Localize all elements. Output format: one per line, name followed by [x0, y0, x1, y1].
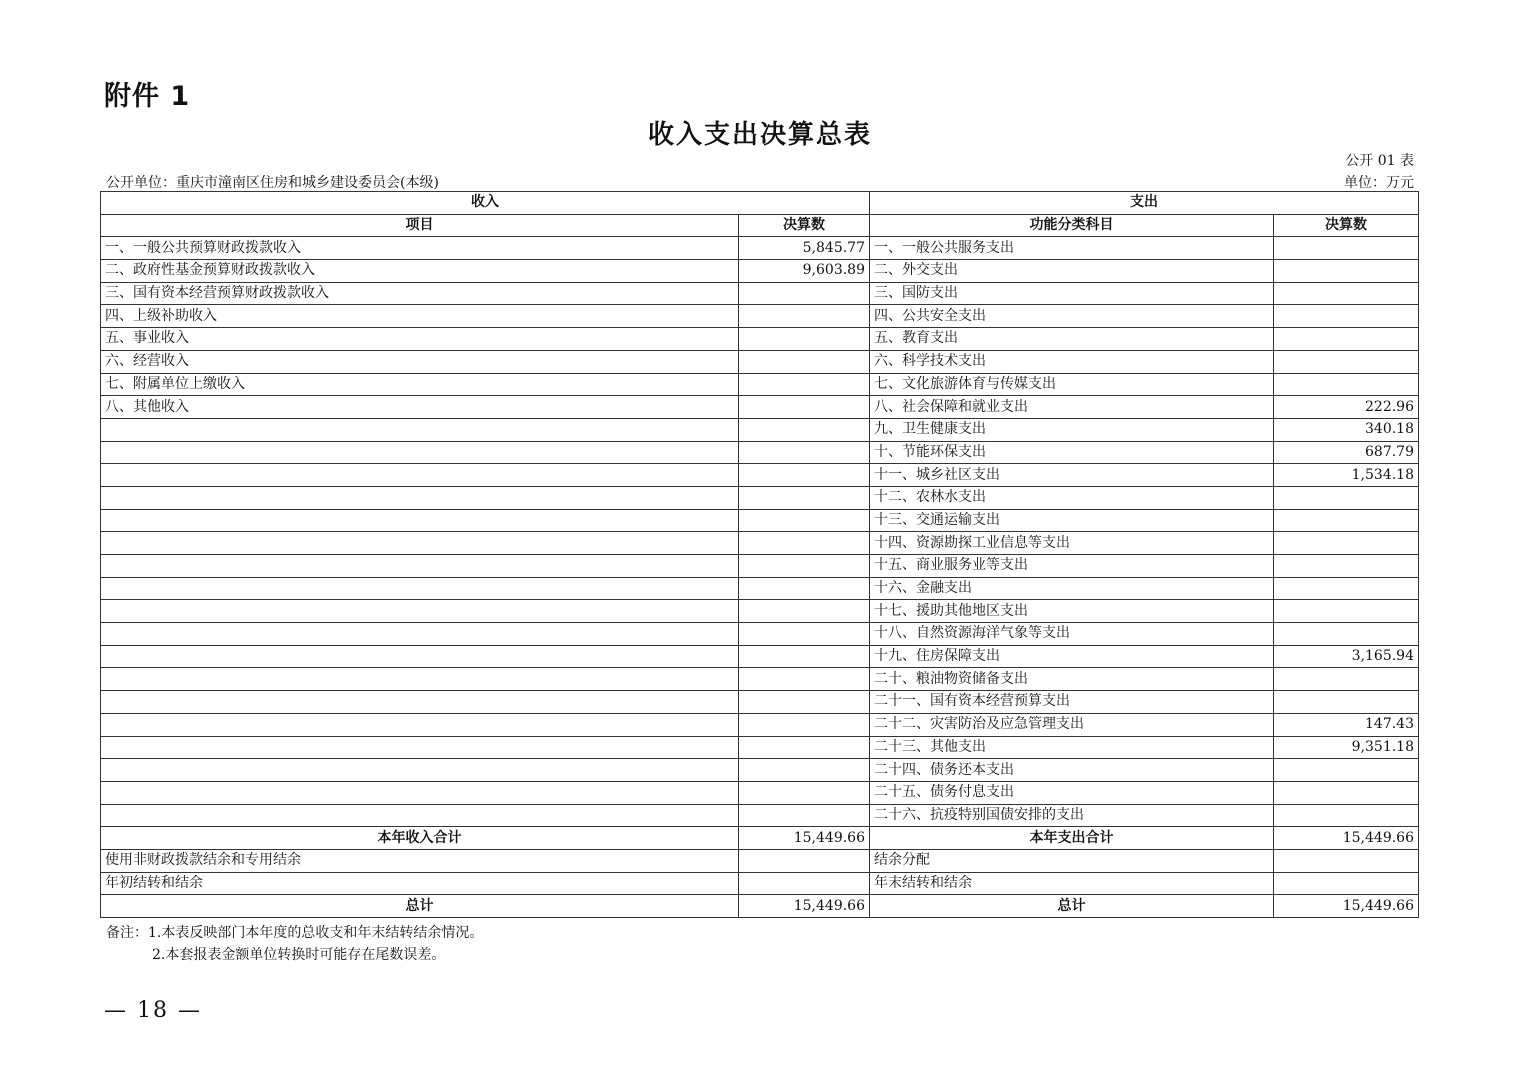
income-amount-cell: [739, 872, 870, 895]
income-item-cell: [101, 645, 739, 668]
income-amount-cell: [739, 555, 870, 578]
income-amount-cell: [739, 305, 870, 328]
expense-header: 支出: [870, 192, 1419, 215]
expense-item-cell: 二、外交支出: [870, 260, 1274, 283]
income-item-cell: 二、政府性基金预算财政拨款收入: [101, 260, 739, 283]
income-amount-cell: 5,845.77: [739, 237, 870, 260]
expense-amount-cell: [1274, 668, 1419, 691]
expense-amount-cell: [1274, 623, 1419, 646]
table-row: [101, 555, 1419, 578]
expense-amount-cell: 3,165.94: [1274, 645, 1419, 668]
income-item-cell: [101, 804, 739, 827]
expense-amount-cell: [1274, 350, 1419, 373]
income-item-cell: 四、上级补助收入: [101, 305, 739, 328]
expense-item-cell: 十一、城乡社区支出: [870, 464, 1274, 487]
income-amount-cell: [739, 759, 870, 782]
expense-item-cell: 八、社会保障和就业支出: [870, 396, 1274, 419]
expense-amount-cell: 687.79: [1274, 441, 1419, 464]
table-row: [101, 849, 1419, 872]
table-row: [101, 328, 1419, 351]
expense-amount-header: 决算数: [1274, 214, 1419, 237]
year-income-total-label: 本年收入合计: [101, 827, 739, 850]
income-amount-cell: [739, 713, 870, 736]
expense-amount-cell: 222.96: [1274, 396, 1419, 419]
expense-amount-cell: [1274, 691, 1419, 714]
income-amount-cell: [739, 736, 870, 759]
table-row: [101, 713, 1419, 736]
income-amount-cell: [739, 350, 870, 373]
expense-item-cell: 十八、自然资源海洋气象等支出: [870, 623, 1274, 646]
expense-amount-cell: 9,351.18: [1274, 736, 1419, 759]
income-amount-header: 决算数: [739, 214, 870, 237]
income-amount-cell: [739, 623, 870, 646]
expense-amount-cell: [1274, 305, 1419, 328]
table-row: [101, 305, 1419, 328]
income-item-cell: [101, 691, 739, 714]
expense-amount-cell: [1274, 577, 1419, 600]
table-row: [101, 396, 1419, 419]
expense-item-cell: 一、一般公共服务支出: [870, 237, 1274, 260]
table-row: [101, 373, 1419, 396]
expense-amount-cell: 147.43: [1274, 713, 1419, 736]
table-row: [101, 600, 1419, 623]
expense-amount-cell: [1274, 781, 1419, 804]
expense-amount-cell: [1274, 486, 1419, 509]
expense-item-cell: 五、教育支出: [870, 328, 1274, 351]
table-row: [101, 872, 1419, 895]
table-row: [101, 441, 1419, 464]
income-amount-cell: 9,603.89: [739, 260, 870, 283]
table-row: [101, 464, 1419, 487]
expense-amount-cell: [1274, 759, 1419, 782]
expense-item-cell: 十二、农林水支出: [870, 486, 1274, 509]
expense-item-cell: 二十、粮油物资储备支出: [870, 668, 1274, 691]
income-item-cell: [101, 509, 739, 532]
income-amount-cell: [739, 328, 870, 351]
expense-amount-cell: [1274, 532, 1419, 555]
income-item-cell: [101, 623, 739, 646]
table-row: [101, 781, 1419, 804]
expense-item-cell: 七、文化旅游体育与传媒支出: [870, 373, 1274, 396]
expense-amount-cell: [1274, 237, 1419, 260]
note-2: 2.本套报表金额单位转换时可能存在尾数误差。: [152, 947, 446, 963]
expense-amount-cell: [1274, 600, 1419, 623]
page-number: — 18 —: [104, 998, 202, 1023]
income-amount-cell: [739, 486, 870, 509]
expense-item-cell: 年末结转和结余: [870, 872, 1274, 895]
income-amount-cell: [739, 804, 870, 827]
income-amount-cell: [739, 691, 870, 714]
income-item-cell: [101, 781, 739, 804]
expense-item-header: 功能分类科目: [870, 214, 1274, 237]
year-total-row: [101, 827, 1419, 850]
expense-item-cell: 二十五、债务付息支出: [870, 781, 1274, 804]
grand-expense-total-value: 15,449.66: [1274, 895, 1419, 918]
table-row: [101, 691, 1419, 714]
year-expense-total-value: 15,449.66: [1274, 827, 1419, 850]
income-item-header: 项目: [101, 214, 739, 237]
expense-item-cell: 三、国防支出: [870, 282, 1274, 305]
grand-total-row: [101, 895, 1419, 918]
income-amount-cell: [739, 577, 870, 600]
table-row: [101, 668, 1419, 691]
table-row: [101, 645, 1419, 668]
note-1: 备注：1.本表反映部门本年度的总收支和年末结转结余情况。: [106, 925, 484, 941]
table-row: [101, 532, 1419, 555]
income-item-cell: [101, 441, 739, 464]
expense-amount-cell: [1274, 509, 1419, 532]
expense-item-cell: 十六、金融支出: [870, 577, 1274, 600]
income-amount-cell: [739, 645, 870, 668]
income-item-cell: [101, 736, 739, 759]
expense-item-cell: 十四、资源勘探工业信息等支出: [870, 532, 1274, 555]
table-row: [101, 486, 1419, 509]
expense-item-cell: 十九、住房保障支出: [870, 645, 1274, 668]
expense-amount-cell: [1274, 804, 1419, 827]
expense-amount-cell: [1274, 872, 1419, 895]
table-row: [101, 759, 1419, 782]
income-item-cell: [101, 486, 739, 509]
expense-item-cell: 四、公共安全支出: [870, 305, 1274, 328]
expense-amount-cell: 1,534.18: [1274, 464, 1419, 487]
table-row: [101, 804, 1419, 827]
income-amount-cell: [739, 600, 870, 623]
income-amount-cell: [739, 464, 870, 487]
expense-item-cell: 二十六、抗疫特别国债安排的支出: [870, 804, 1274, 827]
table-row: [101, 736, 1419, 759]
income-amount-cell: [739, 849, 870, 872]
income-item-cell: 一、一般公共预算财政拨款收入: [101, 237, 739, 260]
income-item-cell: [101, 577, 739, 600]
income-item-cell: [101, 600, 739, 623]
attachment-label: 附件 1: [104, 81, 191, 112]
expense-item-cell: 结余分配: [870, 849, 1274, 872]
income-item-cell: 三、国有资本经营预算财政拨款收入: [101, 282, 739, 305]
income-item-cell: [101, 668, 739, 691]
income-amount-cell: [739, 418, 870, 441]
expense-amount-cell: 340.18: [1274, 418, 1419, 441]
year-expense-total-label: 本年支出合计: [870, 827, 1274, 850]
table-row: [101, 237, 1419, 260]
expense-item-cell: 九、卫生健康支出: [870, 418, 1274, 441]
grand-expense-total-label: 总计: [870, 895, 1274, 918]
expense-item-cell: 十七、援助其他地区支出: [870, 600, 1274, 623]
table-row: [101, 418, 1419, 441]
currency-unit: 单位：万元: [1344, 175, 1414, 191]
expense-amount-cell: [1274, 555, 1419, 578]
income-item-cell: 八、其他收入: [101, 396, 739, 419]
income-item-cell: 使用非财政拨款结余和专用结余: [101, 849, 739, 872]
income-item-cell: [101, 418, 739, 441]
income-amount-cell: [739, 441, 870, 464]
grand-income-total-value: 15,449.66: [739, 895, 870, 918]
income-item-cell: 五、事业收入: [101, 328, 739, 351]
expense-item-cell: 十、节能环保支出: [870, 441, 1274, 464]
income-amount-cell: [739, 532, 870, 555]
income-amount-cell: [739, 668, 870, 691]
table-row: [101, 350, 1419, 373]
expense-item-cell: 六、科学技术支出: [870, 350, 1274, 373]
expense-amount-cell: [1274, 328, 1419, 351]
income-header: 收入: [101, 192, 870, 215]
income-item-cell: [101, 555, 739, 578]
expense-item-cell: 二十三、其他支出: [870, 736, 1274, 759]
table-row: [101, 577, 1419, 600]
expense-amount-cell: [1274, 849, 1419, 872]
reporting-unit: 公开单位：重庆市潼南区住房和城乡建设委员会(本级): [106, 175, 439, 191]
expense-item-cell: 二十二、灾害防治及应急管理支出: [870, 713, 1274, 736]
income-item-cell: 年初结转和结余: [101, 872, 739, 895]
income-amount-cell: [739, 282, 870, 305]
table-row: [101, 282, 1419, 305]
expense-item-cell: 十三、交通运输支出: [870, 509, 1274, 532]
income-amount-cell: [739, 509, 870, 532]
table-row: [101, 509, 1419, 532]
income-amount-cell: [739, 781, 870, 804]
income-item-cell: 七、附属单位上缴收入: [101, 373, 739, 396]
expense-amount-cell: [1274, 373, 1419, 396]
form-code: 公开 01 表: [1345, 153, 1414, 169]
income-item-cell: [101, 532, 739, 555]
expense-amount-cell: [1274, 260, 1419, 283]
income-amount-cell: [739, 396, 870, 419]
income-item-cell: [101, 759, 739, 782]
income-item-cell: [101, 464, 739, 487]
grand-income-total-label: 总计: [101, 895, 739, 918]
table-row: [101, 623, 1419, 646]
table-row: [101, 260, 1419, 283]
income-item-cell: [101, 713, 739, 736]
expense-item-cell: 十五、商业服务业等支出: [870, 555, 1274, 578]
income-item-cell: 六、经营收入: [101, 350, 739, 373]
expense-amount-cell: [1274, 282, 1419, 305]
income-amount-cell: [739, 373, 870, 396]
year-income-total-value: 15,449.66: [739, 827, 870, 850]
expense-item-cell: 二十一、国有资本经营预算支出: [870, 691, 1274, 714]
expense-item-cell: 二十四、债务还本支出: [870, 759, 1274, 782]
page-title: 收入支出决算总表: [647, 120, 872, 150]
notes: [106, 922, 483, 966]
budget-summary-table: [100, 191, 1419, 918]
